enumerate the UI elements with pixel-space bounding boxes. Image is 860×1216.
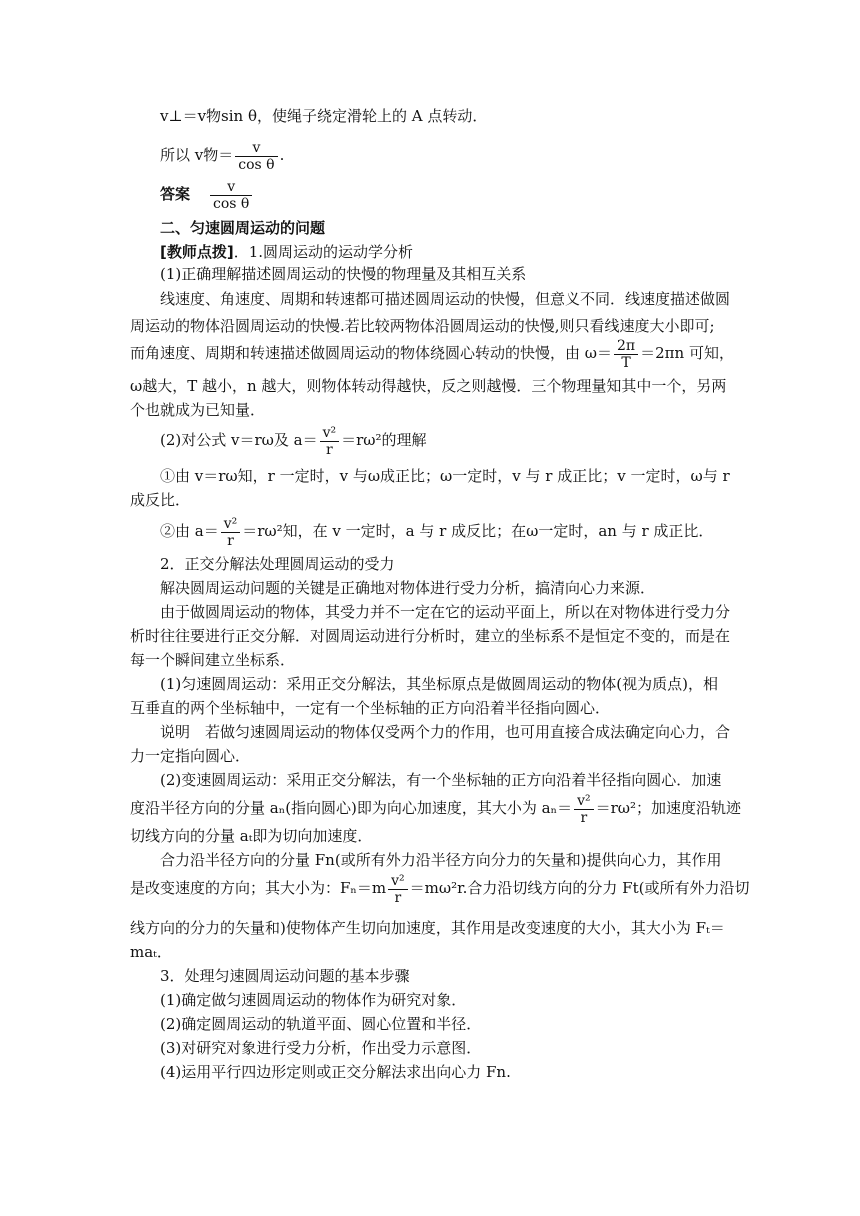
velocity-relation-line: [160, 106, 487, 126]
paragraph-text: 成反比．: [130, 491, 191, 509]
answer-line: [160, 176, 254, 212]
acceleration-fraction: [320, 425, 340, 458]
paragraph-line: [130, 942, 172, 962]
fraction-denominator: r: [388, 889, 408, 906]
subsection-title-text: (1)正确理解描述圆周运动的快慢的物理量及其相互关系: [160, 265, 527, 283]
item-title: [160, 554, 395, 574]
fraction-denominator: r: [574, 809, 594, 826]
fraction-numerator: v²: [577, 792, 591, 809]
paragraph-text: (1)匀速圆周运动：采用正交分解法，其坐标原点是做圆周运动的物体(视为质点)，相: [160, 675, 718, 693]
step-text: (1)确定做匀速圆周运动的物体作为研究对象．: [160, 991, 467, 1009]
step-text: (3)对研究对象进行受力分析，作出受力示意图．: [160, 1039, 482, 1057]
fraction-numerator: v²: [322, 424, 337, 441]
paragraph-text: ＝rω²的理解: [341, 431, 427, 449]
paragraph-text: 切线方向的分量 aₜ即为切向加速度．: [130, 827, 373, 845]
paragraph-text: ＝rω²知，在 v 一定时，a 与 r 成反比；在ω一定时，an 与 r 成正比．: [242, 522, 714, 540]
item-title-text: 2．正交分解法处理圆周运动的受力: [160, 555, 395, 573]
paragraph-text: ＝2πn 可知，: [640, 344, 734, 362]
paragraph-text: ω越大，T 越小，n 越大，则物体转动得越快，反之则越慢．三个物理量知其中一个，另两: [130, 377, 727, 395]
note-text: 力一定指向圆心．: [130, 747, 251, 765]
subsection-title: [160, 264, 526, 284]
velocity-result-line: [160, 138, 284, 172]
paragraph-text: 线速度、角速度、周期和转速都可描述圆周运动的快慢，但意义不同．线速度描述做圆: [160, 290, 731, 308]
fraction-numerator: v²: [223, 515, 238, 532]
fraction-numerator: v²: [391, 872, 405, 889]
paragraph-text: maₜ．: [130, 943, 172, 961]
paragraph-text: ＝mω²r.合力沿切线方向的分力 Ft(或所有外力沿切: [409, 879, 750, 897]
paragraph-text: 线方向的分力的矢量和)使物体产生切向加速度，其作用是改变速度的大小，其大小为 Fₜ＝: [130, 919, 725, 937]
paragraph-line: [160, 602, 730, 622]
step-item: [160, 990, 466, 1010]
omega-fraction: [614, 338, 638, 371]
teacher-tip-line: [160, 242, 413, 262]
velocity-result-prefix: 所以 v物＝: [160, 146, 234, 164]
step-text: (4)运用平行四边形定则或正交分解法求出向心力 Fn.: [160, 1063, 511, 1081]
step-text: (2)确定圆周运动的轨道平面、圆心位置和半径．: [160, 1015, 482, 1033]
paragraph-text: 个也就成为已知量．: [130, 401, 266, 419]
paragraph-text: 解决圆周运动问题的关键是正确地对物体进行受力分析，搞清向心力来源．: [160, 579, 656, 597]
paragraph-line: [130, 918, 725, 938]
fraction-numerator: v: [227, 178, 236, 195]
step-item: [160, 1014, 481, 1034]
velocity-result-suffix: .: [279, 146, 285, 164]
paragraph-text: 合力沿半径方向的分量 Fn(或所有外力沿半径方向分力的矢量和)提供向心力，其作用: [160, 851, 722, 869]
paragraph-text: 互垂直的两个坐标轴中，一定有一个坐标轴的正方向沿着半径指向圆心．: [130, 699, 611, 717]
formula-subsection-line: [160, 420, 427, 460]
paragraph-line-formula: [130, 866, 749, 910]
paragraph-text: 是改变速度的方向；其大小为：Fₙ＝m: [130, 879, 387, 897]
paragraph-line: [130, 826, 372, 846]
paragraph-text: 由于做圆周运动的物体，其受力并不一定在它的运动平面上，所以在对物体进行受力分: [160, 603, 731, 621]
paragraph-text: ＝rω²；加速度沿轨迹: [595, 799, 742, 817]
teacher-tip-label: [教师点拨]: [160, 243, 234, 261]
paragraph-line: [130, 376, 726, 396]
fraction-numerator: v: [252, 139, 261, 156]
paragraph-text: ①由 v＝rω知，r 一定时，v 与ω成正比；ω一定时，v 与 r 成正比；v 一定时，ω与 r: [160, 467, 730, 485]
paragraph-text: ②由 a＝: [160, 522, 219, 540]
acceleration-fraction: [221, 516, 241, 549]
paragraph-text: 度沿半径方向的分量 aₙ(指向圆心)即为向心加速度，其大小为 aₙ＝: [130, 799, 573, 817]
note-line: [160, 722, 730, 742]
paragraph-text: 周运动的物体沿圆周运动的快慢.若比较两物体沿圆周运动的快慢,则只看线速度大小即可;: [130, 317, 715, 335]
acceleration-fraction: [574, 793, 594, 826]
fraction-denominator: T: [614, 354, 638, 371]
note-line: [130, 746, 250, 766]
paragraph-text: (2)对公式 v＝rω及 a＝: [160, 431, 318, 449]
paragraph-line: [160, 578, 655, 598]
fraction-denominator: r: [221, 532, 241, 549]
step-item: [160, 1062, 511, 1082]
force-fraction: [388, 873, 408, 906]
paragraph-line: [130, 626, 730, 646]
section-heading-text: 二、匀速圆周运动的问题: [160, 219, 326, 237]
paragraph-text: 而角速度、周期和转速描述做圆周运动的物体绕圆心转动的快慢，由 ω＝: [130, 344, 613, 362]
paragraph-text: (2)变速圆周运动：采用正交分解法，有一个坐标轴的正方向沿着半径指向圆心．加速: [160, 771, 722, 789]
note-text: 说明 若做匀速圆周运动的物体仅受两个力的作用，也可用直接合成法确定向心力，合: [160, 723, 731, 741]
answer-label: 答案: [160, 185, 191, 203]
section-heading: [160, 218, 325, 238]
paragraph-line-formula: [130, 333, 734, 373]
paragraph-text: 析时往往要进行正交分解．对圆周运动进行分析时，建立的坐标系不是恒定不变的，而是在: [130, 627, 731, 645]
answer-fraction: [210, 179, 252, 212]
paragraph-line: [130, 400, 265, 420]
paragraph-line: [160, 466, 730, 486]
fraction-denominator: cos θ: [235, 156, 277, 173]
paragraph-text: 每一个瞬间建立坐标系．: [130, 651, 296, 669]
teacher-tip-text: ．1.圆周运动的运动学分析: [233, 243, 414, 261]
paragraph-line: [160, 674, 718, 694]
paragraph-line: [130, 650, 295, 670]
fraction-denominator: cos θ: [210, 195, 252, 212]
fraction-denominator: r: [320, 441, 340, 458]
paragraph-line: [130, 490, 190, 510]
item-title-text: 3．处理匀速圆周运动问题的基本步骤: [160, 967, 410, 985]
step-item: [160, 1038, 481, 1058]
paragraph-line-formula: [130, 786, 741, 830]
paragraph-line-formula: [160, 511, 713, 551]
paragraph-line: [160, 289, 730, 309]
fraction-numerator: 2π: [617, 337, 636, 354]
paragraph-line: [130, 698, 610, 718]
velocity-fraction: [235, 140, 277, 173]
velocity-relation-text: v⊥＝v物sin θ，使绳子绕定滑轮上的 A 点转动．: [160, 107, 488, 125]
item-title: [160, 966, 410, 986]
